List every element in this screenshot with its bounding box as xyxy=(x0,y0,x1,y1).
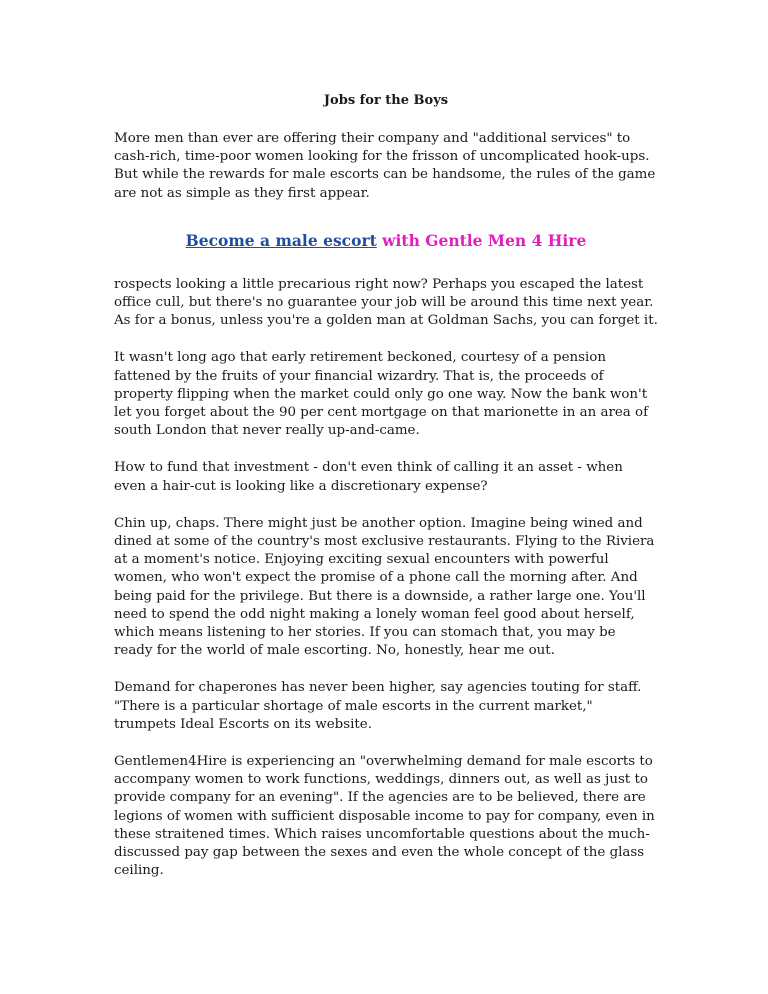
promo-heading xyxy=(114,231,658,251)
promo-agency-text: with Gentle Men 4 Hire xyxy=(376,230,587,250)
body-paragraph: It wasn't long ago that early retirement beckoned, courtesy of a pension fattened by the fruits of your financial wizardry. That is, the proceeds of property flipping when the market could only go one way. Now the bank won't let you forget about the 90 per cent mortgage on that marionette in an area of south London that never really up-and-came. xyxy=(114,350,649,439)
intro-paragraph: More men than ever are offering their company and "additional services" to cash-rich, time-poor women looking for the frisson of uncomplicated hook-ups. But while the rewards for male escorts can be handsome, the rules of the game are not as simple as they first appear. xyxy=(114,131,656,201)
body-paragraph: How to fund that investment - don't even think of calling it an asset - when even a hair-cut is looking like a discretionary expense? xyxy=(114,460,623,494)
become-male-escort-link[interactable]: Become a male escort xyxy=(185,230,377,250)
body-paragraph: Demand for chaperones has never been higher, say agencies touting for staff. "There is a particular shortage of male escorts in the current market," trumpets Ideal Escorts on its website. xyxy=(114,680,642,732)
document-page xyxy=(114,92,658,900)
body-paragraph: rospects looking a little precarious right now? Perhaps you escaped the latest office cull, but there's no guarantee your job will be around this time next year. As for a bonus, unless you're a golden man at Goldman Sachs, you can forget it. xyxy=(114,276,658,329)
document-title: Jobs for the Boys xyxy=(323,93,449,108)
body-paragraph: Chin up, chaps. There might just be another option. Imagine being wined and dined at some of the country's most exclusive restaurants. Flying to the Riviera at a moment's notice. Enjoying exciting sexual encounters with powerful women, who won't expect the promise of a phone call the morning after. And being paid for the privilege. But there is a downside, a rather large one. You'll need to spend the odd night making a lonely woman feel good about herself, which means listening to her stories. If you can stomach that, you may be ready for the world of male escorting. No, honestly, hear me out. xyxy=(114,515,655,659)
body-paragraph: Gentlemen4Hire is experiencing an "overwhelming demand for male escorts to accompany women to work functions, weddings, dinners out, as well as just to provide company for an evening". If the agencies are to be believed, there are legions of women with sufficient disposable income to pay for company, even in these straitened times. Which raises uncomfortable questions about the much-discussed pay gap between the sexes and even the whole concept of the glass ceiling. xyxy=(114,754,655,879)
